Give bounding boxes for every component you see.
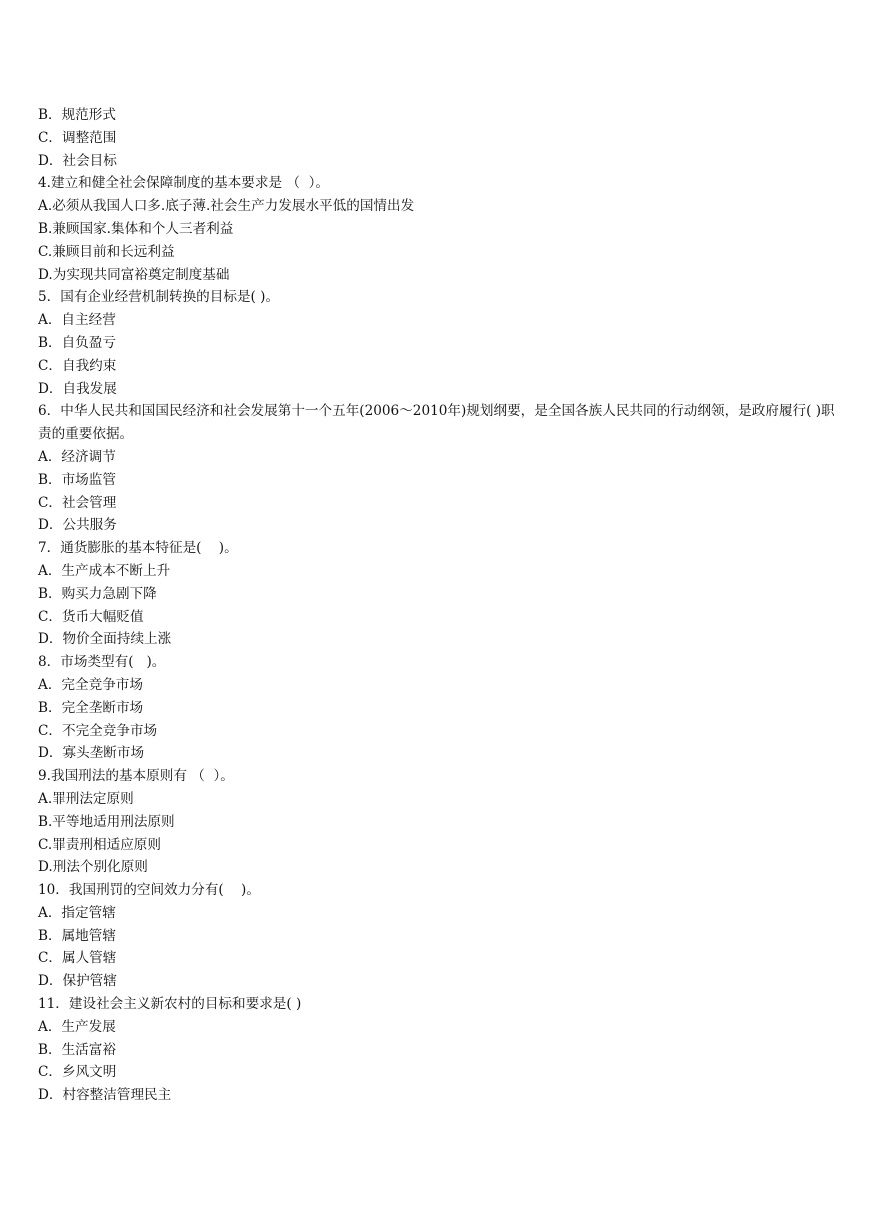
answer-option: A．指定管辖 [38,904,116,921]
answer-option: C．自我约束 [38,357,117,374]
question-text: 10．我国刑罚的空间效力分有( )。 [38,882,260,899]
answer-option: C.罪责刑相适应原则 [38,836,161,853]
answer-option: D．公共服务 [38,517,117,534]
answer-option: C．乡风文明 [38,1064,117,1081]
question-text: 6．中华人民共和国国民经济和社会发展第十一个五年(2006～2010年)规划纲要，是全国各族人民共同的行动纲领，是政府履行( )职责的重要依据。 [38,403,835,443]
answer-option: B．自负盈亏 [38,334,116,351]
answer-option: B.兼顾国家.集体和个人三者利益 [38,220,234,237]
answer-option: D．社会目标 [38,152,117,169]
answer-option: A．完全竞争市场 [38,676,143,693]
answer-option: A．生产发展 [38,1018,116,1035]
question-text: 11．建设社会主义新农村的目标和要求是( ) [38,996,302,1013]
answer-option: A．自主经营 [38,312,116,329]
question-text: 4.建立和健全社会保障制度的基本要求是 （ ）。 [38,175,330,192]
answer-option: B．规范形式 [38,107,116,123]
answer-option: B.平等地适用刑法原则 [38,813,175,830]
answer-option: B．属地管辖 [38,927,116,944]
answer-option: B．购买力急剧下降 [38,585,157,602]
answer-option: D．村容整洁管理民主 [38,1087,172,1104]
answer-option: A.罪刑法定原则 [38,790,134,807]
answer-option: C.兼顾目前和长远利益 [38,243,175,260]
answer-option: C．社会管理 [38,494,117,511]
question-text: 7．通货膨胀的基本特征是( )。 [38,540,238,557]
answer-option: A.必须从我国人口多.底子薄.社会生产力发展水平低的国情出发 [38,198,415,215]
answer-option: C．货币大幅贬值 [38,608,144,625]
answer-option: D.为实现共同富裕奠定制度基础 [38,266,230,283]
answer-option: B．生活富裕 [38,1041,116,1058]
answer-option: D．寡头垄断市场 [38,745,145,762]
answer-option: D．物价全面持续上涨 [38,631,172,648]
answer-option: B．市场监管 [38,471,116,488]
answer-option: A．经济调节 [38,448,116,465]
answer-option: B．完全垄断市场 [38,699,144,716]
answer-option: C．调整范围 [38,129,117,146]
answer-option: D.刑法个别化原则 [38,859,148,876]
question-text: 9.我国刑法的基本原则有 （ ）。 [38,768,234,785]
question-text: 8．市场类型有( )。 [38,654,166,671]
answer-option: D．保护管辖 [38,973,117,990]
document-page [38,104,838,1107]
answer-option: D．自我发展 [38,380,117,397]
answer-option: C．不完全竞争市场 [38,722,158,739]
answer-option: A．生产成本不断上升 [38,562,171,579]
question-text: 5．国有企业经营机制转换的目标是( )。 [38,289,280,306]
answer-option: C．属人管辖 [38,950,117,967]
